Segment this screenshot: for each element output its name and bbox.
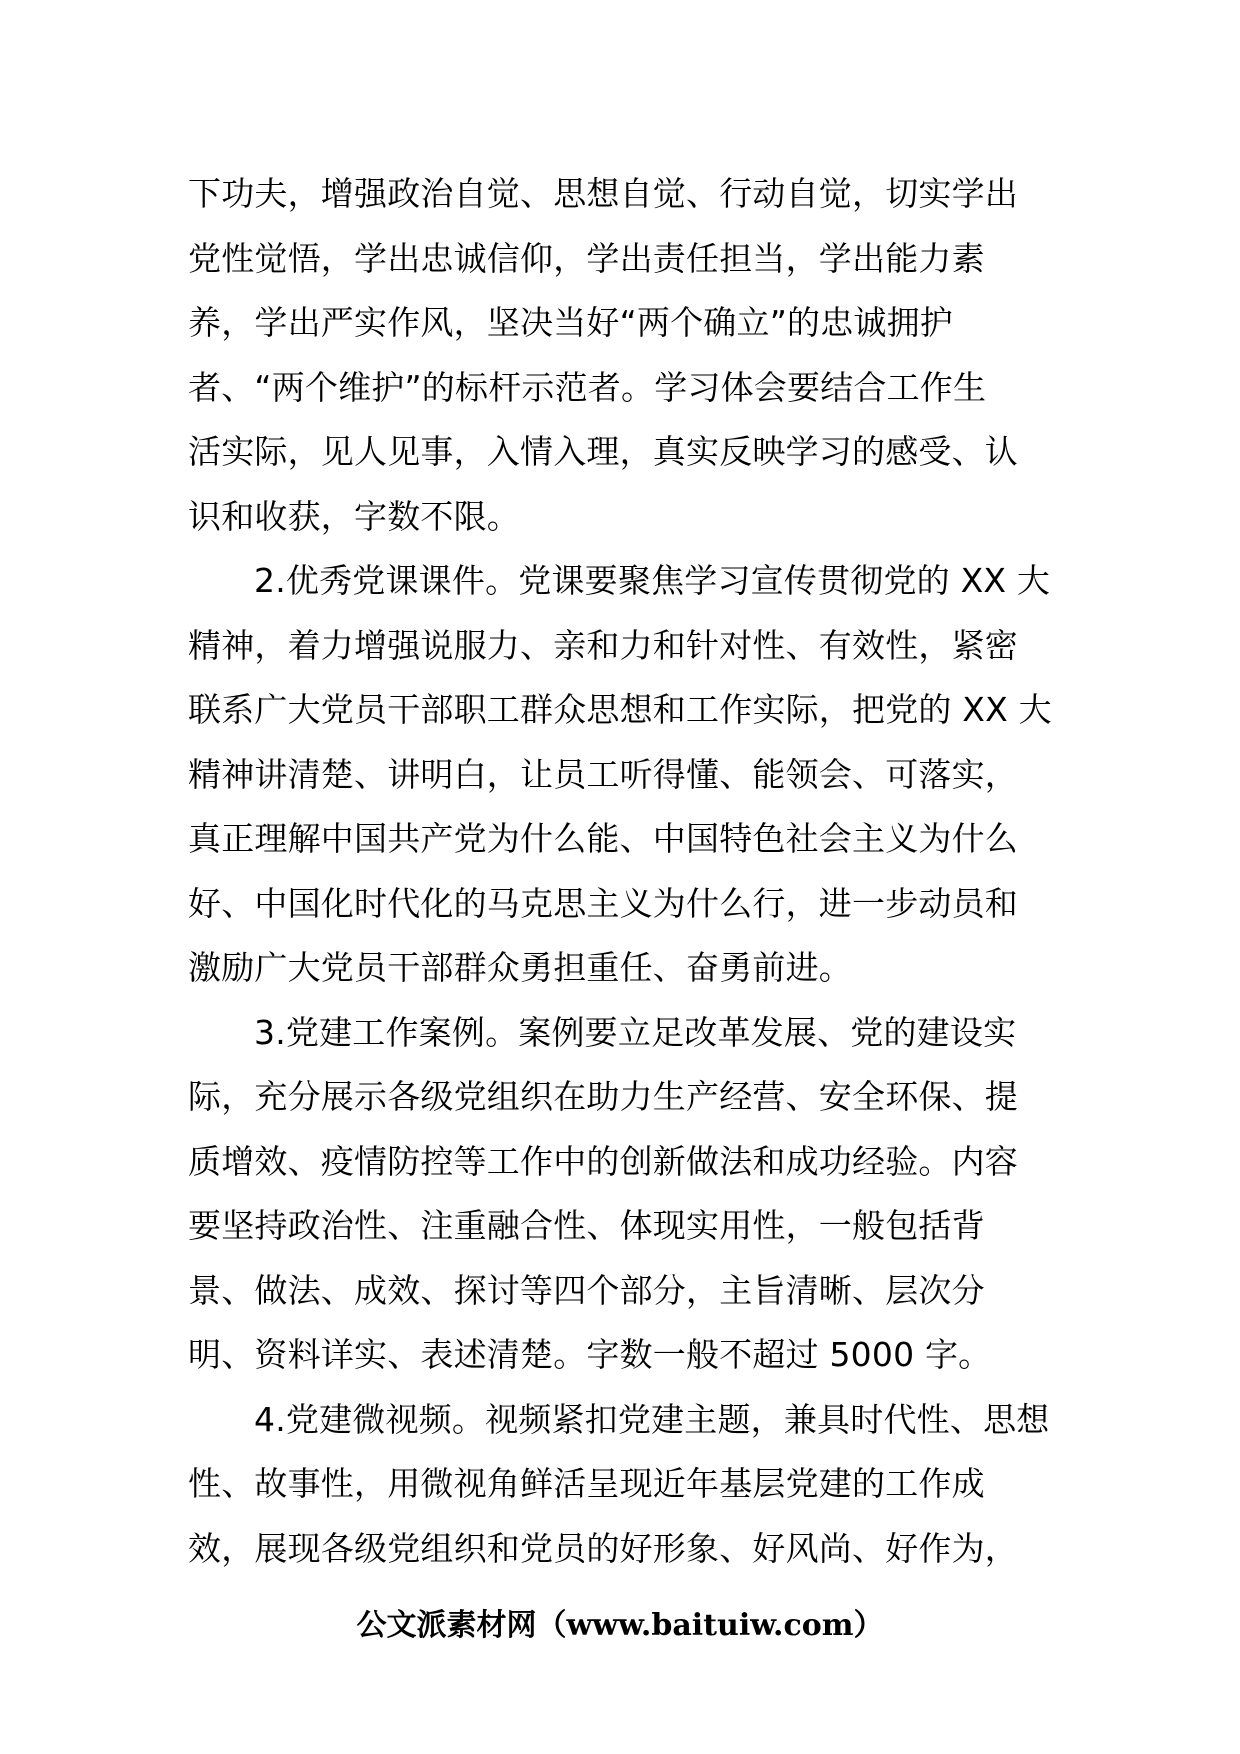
text-line: 养，学出严实作风，坚决当好“两个确立”的忠诚拥护 [188,303,953,342]
footer-watermark: 公文派素材网（www.baituiw.com） [356,1608,884,1643]
text-line: 际，充分展示各级党组织在助力生产经营、安全环保、提 [188,1077,1018,1116]
text-line: 真正理解中国共产党为什么能、中国特色社会主义为什么 [188,819,1018,858]
text-line: 下功夫，增强政治自觉、思想自觉、行动自觉，切实学出 [188,174,1018,213]
document-body [188,162,1058,1581]
text-line: 识和收获，字数不限。 [188,496,520,536]
text-line: 要坚持政治性、注重融合性、体现实用性，一般包括背 [188,1206,985,1245]
text-line: 景、做法、成效、探讨等四个部分，主旨清晰、层次分 [188,1270,985,1310]
text-line: 2.优秀党课课件。党课要聚焦学习宣传贯彻党的 XX 大 [254,561,1051,600]
text-line: 联系广大党员干部职工群众思想和工作实际，把党的 XX 大 [188,690,1052,729]
text-line: 活实际，见人见事，入情入理，真实反映学习的感受、认 [188,432,1018,471]
text-line: 明、资料详实、表述清楚。字数一般不超过 5000 字。 [188,1335,992,1374]
text-line: 者、“两个维护”的标杆示范者。学习体会要结合工作生 [188,367,987,407]
text-line: 党性觉悟，学出忠诚信仰，学出责任担当，学出能力素 [188,238,985,278]
text-line: 3.党建工作案例。案例要立足改革发展、党的建设实 [254,1012,1017,1052]
text-line: 好、中国化时代化的马克思主义为什么行，进一步动员和 [188,883,1018,923]
text-line: 激励广大党员干部群众勇担重任、奋勇前进。 [188,948,852,987]
text-line: 质增效、疫情防控等工作中的创新做法和成功经验。内容 [188,1141,1018,1181]
text-line: 4.党建微视频。视频紧扣党建主题，兼具时代性、思想 [254,1399,1050,1439]
text-line: 性、故事性，用微视角鲜活呈现近年基层党建的工作成 [188,1464,985,1503]
text-line: 效，展现各级党组织和党员的好形象、好风尚、好作为， [188,1528,1018,1568]
text-line: 精神讲清楚、讲明白，让员工听得懂、能领会、可落实， [188,754,1018,794]
text-line: 精神，着力增强说服力、亲和力和针对性、有效性，紧密 [188,625,1018,665]
